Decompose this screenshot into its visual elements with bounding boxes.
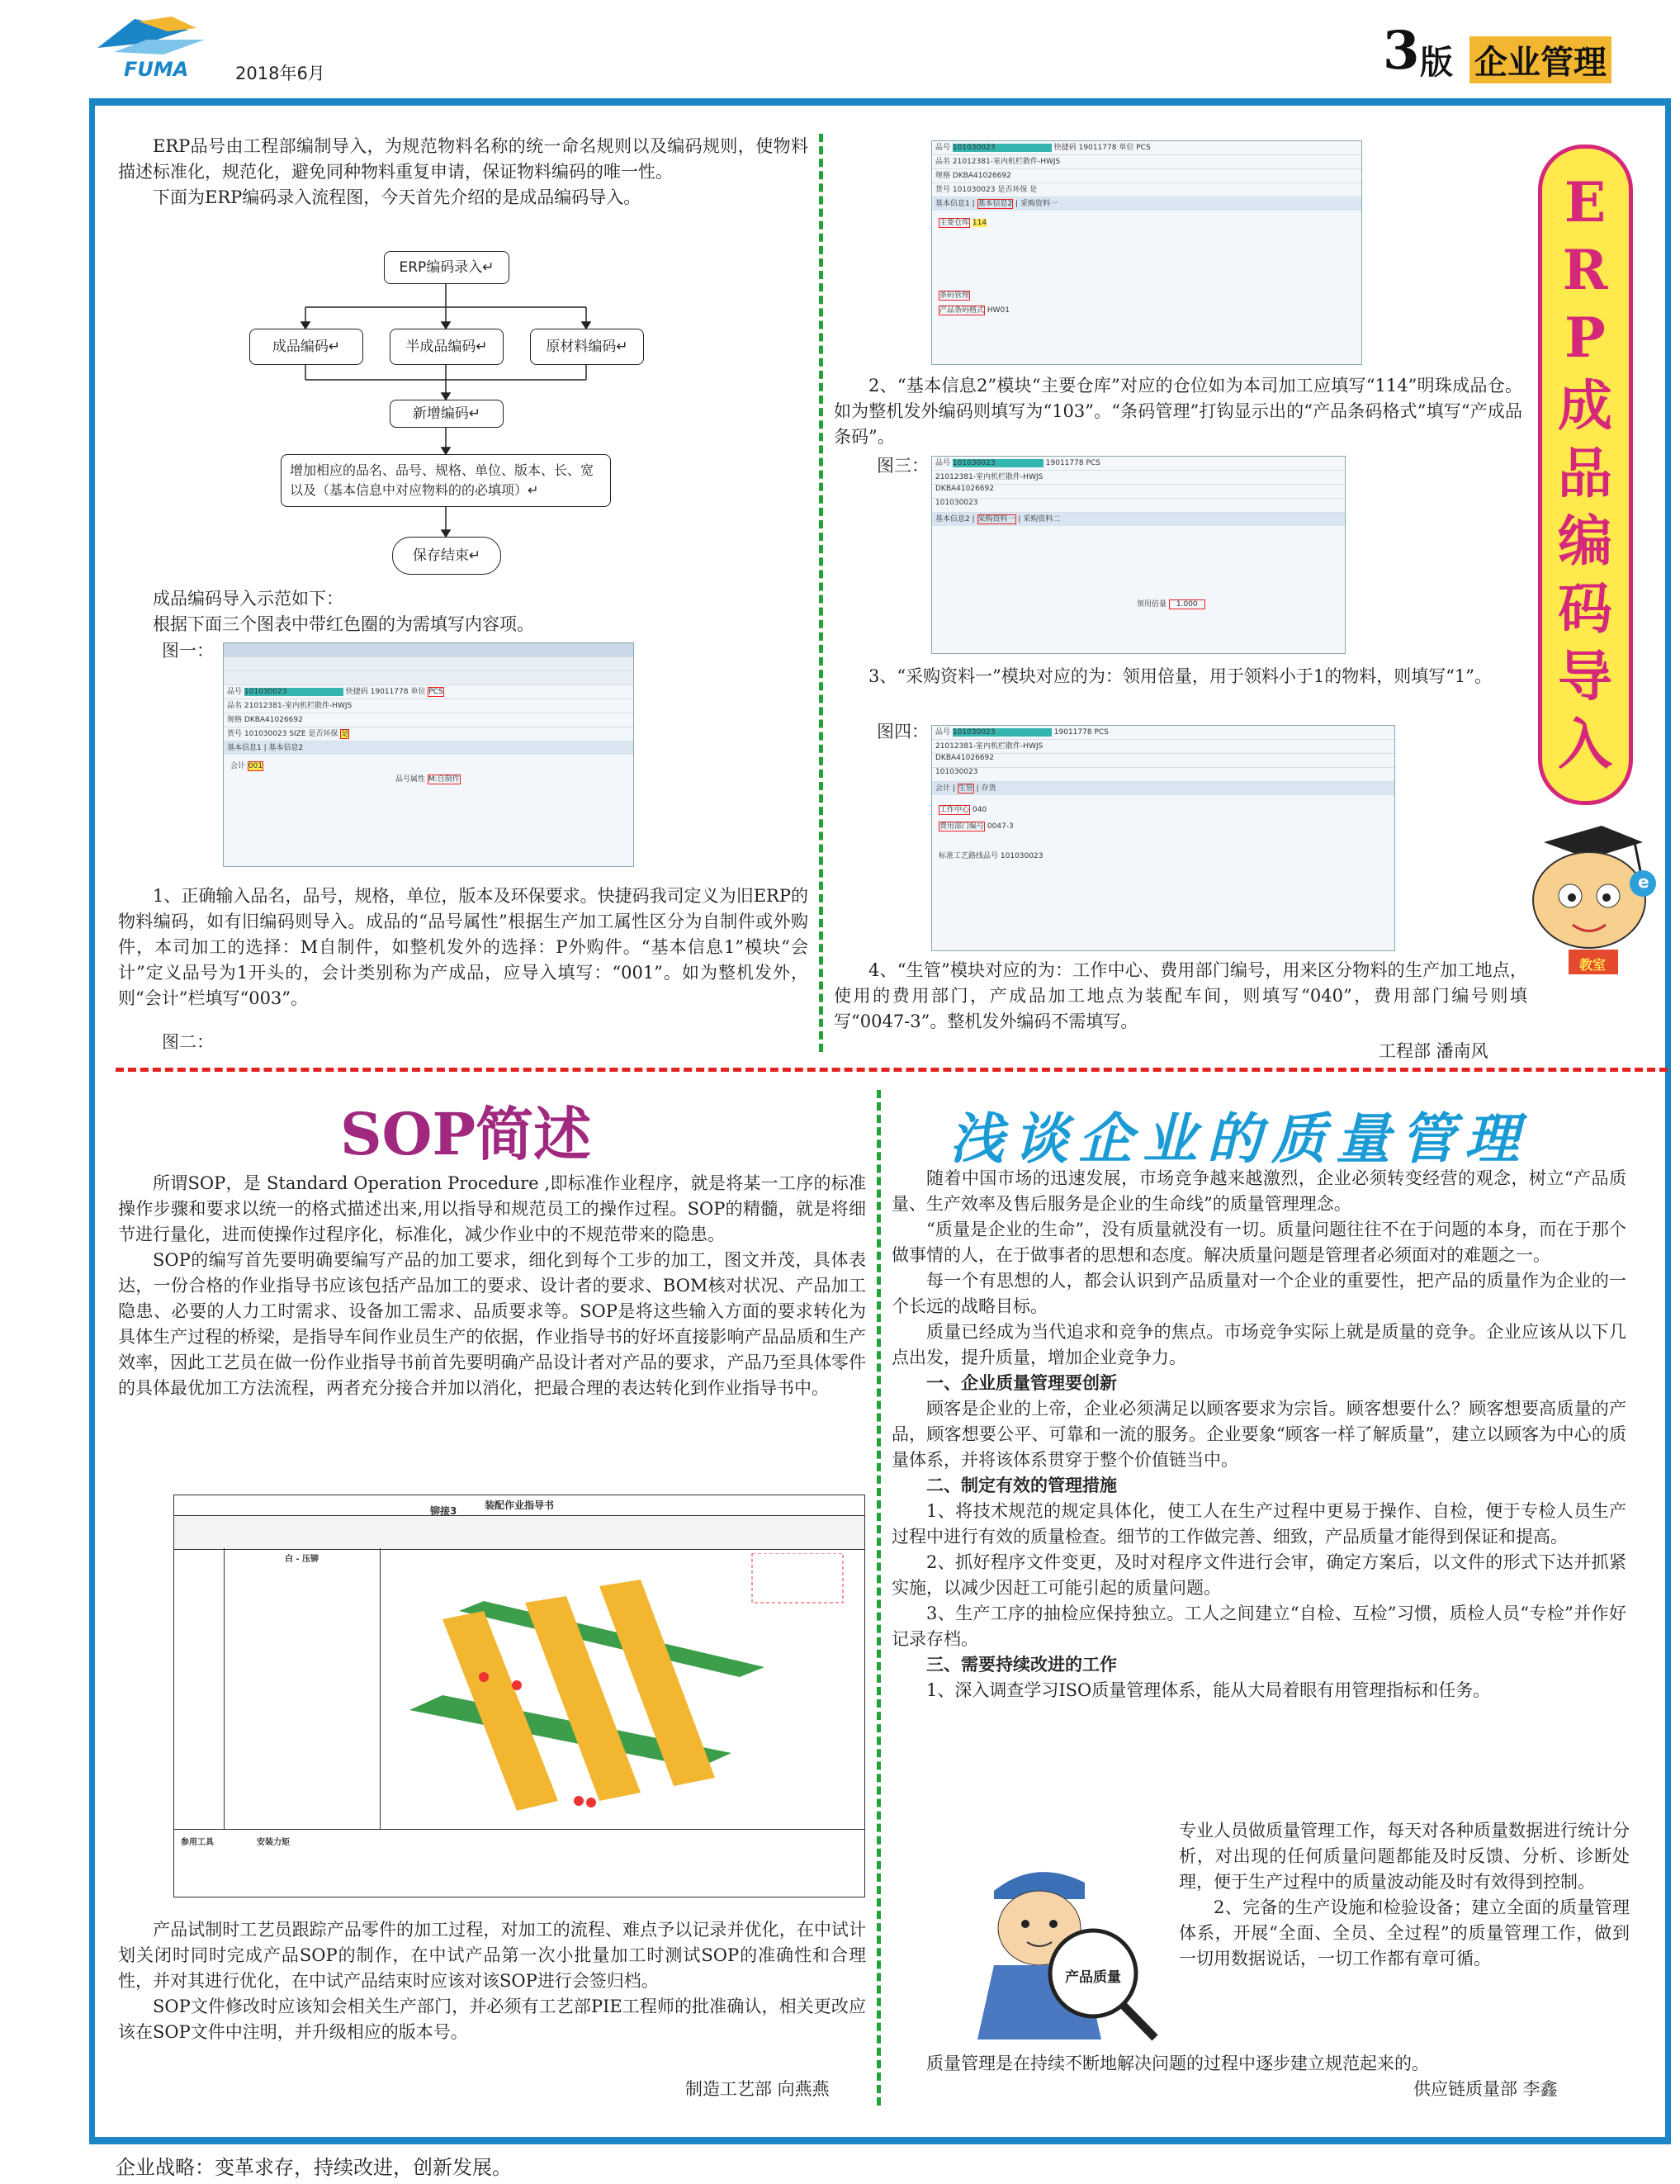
fig4-route: 101030023 xyxy=(1000,852,1043,860)
fig2-erp-screenshot xyxy=(931,140,1362,365)
fig4-row-spec xyxy=(932,754,1394,768)
sop-p2: SOP的编写首先要明确要编写产品的加工要求，细化到每个工步的加工，图文并茂，具体表达，一份合格的作业指导书应该包括产品加工的要求、设计者的要求、BOM核对状况、产品加工隐患、必要的人力工时需求、设备加工需求、品质要求等。SOP是将这些输入方面的要求转化为具体生产过程的桥梁，是指导车间作业员生产的依据，作业指导书的好坏直接影响产品品质和生产效率，因此工艺员在做一份作业指导书前首先要明确产品设计者对产品的要求，产品乃至具体零件的具体最优加工方法流程，两者充分接合并加以消化，把最合理的表达转化到作业指导书中。 xyxy=(118,1250,866,1398)
fig4-row-pn xyxy=(932,726,1394,740)
erp-p2: 2、“基本信息2”模块“主要仓库”对应的仓位如为本司加工应填写“114”明珠成品仓。如为整机发外编码则填写为“103”。“条码管理”打钩显示出的“产品条码格式”填写“产成品条码”。 xyxy=(834,376,1522,447)
quality-h1-p: 顾客是企业的上帝，企业必须满足以顾客要求为宗旨。顾客想要什么？顾客想要高质量的产品，顾客想要公平、可靠和一流的服务。企业要象“顾客一样了解质量”，建立以顾客为中心的质量体系，并将该体系贯穿于整个价值链当中。 xyxy=(892,1399,1626,1470)
sop-sheet-left-col xyxy=(174,1548,225,1829)
fig3-tabs: 基本信息2 | 采购资料一 | 采购资料二 xyxy=(932,513,1345,526)
inspector-icon xyxy=(961,1850,1167,2048)
fig1-quick-label: 快捷码 xyxy=(345,688,368,696)
fig2-unit-label: 单位 xyxy=(1119,144,1134,152)
quality-p1: 随着中国市场的迅速发展，市场竞争越来越激烈，企业必须转变经营的观念，树立“产品质量、生产效率及售后服务是企业的生命线”的质量管理理念。 xyxy=(892,1168,1626,1214)
quality-h3-p1b: 专业人员做质量管理工作，每天对各种质量数据进行统计分析，对出现的任何质量问题都能及时反馈、分析、诊断处理，便于生产过程中的质量波动能及时有效得到控制。 xyxy=(1179,1821,1630,1892)
fig4-row-pm xyxy=(932,740,1394,754)
erp-demo-title: 成品编码导入示范如下： xyxy=(153,589,343,609)
fig2-pm: 21012381-室内机栏散件-HWJS xyxy=(952,158,1061,166)
fig4-dept-label: 费用部门编号 xyxy=(939,822,985,831)
lower-column-divider xyxy=(877,1090,881,2106)
section-name: 企业管理 xyxy=(1469,36,1611,83)
quality-body xyxy=(892,1166,1626,1703)
fig1-pm: 21012381-室内机栏散件-HWJS xyxy=(244,702,353,710)
fig1-unit: PCS xyxy=(428,688,443,696)
fig3-unit: PCS xyxy=(1086,459,1100,467)
fig1-attr: M:自制件 xyxy=(428,775,460,784)
fig1-titlebar xyxy=(224,643,633,657)
sop-sheet-headers xyxy=(174,1516,864,1550)
erp-intro xyxy=(118,134,808,211)
flow-save-end: 保存结束↵ xyxy=(392,537,501,575)
fig1-accounting: 001 xyxy=(248,762,263,770)
erp-para-2 xyxy=(834,373,1522,450)
quality-badge: 产品质量 xyxy=(1065,1969,1121,1986)
quality-closing-block xyxy=(892,2051,1626,2077)
sop-part-drawing xyxy=(385,1553,855,1826)
fig2-tab-basic1: 基本信息1 xyxy=(935,200,970,208)
fig1-size-label: SIZE xyxy=(289,730,306,738)
mascot-badge: 教室 xyxy=(1579,957,1607,973)
fig3-multiple-label: 领用倍量 xyxy=(1137,600,1167,609)
fig4-quick: 19011778 xyxy=(1053,728,1092,737)
fig4-route-label: 标准工艺路线品号 xyxy=(939,852,999,860)
sop-sheet-step-title: 白 - 压铆 xyxy=(284,1555,319,1564)
fig2-row-pm xyxy=(932,155,1361,169)
fig2-tab-basic2: 基本信息2 xyxy=(977,200,1013,208)
fig1-th-label: 货号 xyxy=(227,730,243,738)
flow-finished-goods: 成品编码↵ xyxy=(249,329,363,365)
fig2-row-pn xyxy=(932,141,1361,155)
fig1-attr-label: 品号属性 xyxy=(395,775,426,784)
fig4-th: 101030023 xyxy=(935,768,978,776)
fig3-multiple-row xyxy=(1137,597,1338,612)
fig2-pm-label: 品名 xyxy=(935,158,951,166)
fig1-toolbar xyxy=(224,671,633,685)
fig2-barcode-format-row xyxy=(939,303,1355,318)
fig3-pm: 21012381-室内机栏散件-HWJS xyxy=(935,473,1043,481)
fig1-body xyxy=(224,755,633,791)
fig2-caption: 图二： xyxy=(162,1032,214,1052)
fig1-row-spec xyxy=(224,713,633,727)
erp-para-4 xyxy=(834,958,1527,1035)
quality-h2: 二、制定有效的管理措施 xyxy=(926,1476,1117,1495)
sop-body-top xyxy=(118,1171,866,1401)
fig3-row-pm xyxy=(932,471,1345,485)
fig4-tab-inventory: 存货 xyxy=(981,784,996,793)
fig3-row-spec xyxy=(932,485,1345,499)
page-label: 版 xyxy=(1420,44,1453,82)
fig3-erp-screenshot xyxy=(931,456,1346,654)
fig2-warehouse: 114 xyxy=(972,219,987,227)
erp-demo-note: 根据下面三个图表中带红色圈的为需填写内容项。 xyxy=(153,614,534,634)
fig4-dept: 0047-3 xyxy=(987,822,1014,831)
fig2-barcode-format-label: 产品条码格式 xyxy=(939,306,985,315)
sop-sheet-footer-table xyxy=(174,1829,864,1897)
flow-new-code: 新增编码↵ xyxy=(390,400,504,428)
fig2-pn: 101030023 xyxy=(953,144,1052,152)
erp-demo-intro xyxy=(118,586,808,637)
quality-p4: 质量已经成为当代追求和竞争的焦点。市场竞争实际上就是质量的竞争。企业应该从以下几点出发，提升质量，增加企业竞争力。 xyxy=(892,1322,1626,1367)
fig1-tabs: 基本信息1 | 基本信息2 xyxy=(224,741,633,755)
fig4-route-row xyxy=(939,848,1388,865)
fig3-tab-basic2: 基本信息2 xyxy=(935,515,970,523)
erp-author: 工程部 潘南风 xyxy=(1379,1041,1488,1061)
logo-text: FUMA xyxy=(124,58,189,81)
flow-start: ERP编码录入↵ xyxy=(384,251,509,284)
quality-h3-p1: 1、深入调查学习ISO质量管理体系，能从大局着眼有用管理指标和任务。 xyxy=(926,1680,1491,1700)
fig1-row-pn xyxy=(224,685,633,699)
header-rule xyxy=(89,98,1671,106)
fig4-workcenter-label: 工作中心 xyxy=(939,806,970,814)
fig2-warehouse-label: 主要仓库 xyxy=(939,219,970,227)
quality-title: 浅谈企业的质量管理 xyxy=(949,1106,1529,1171)
sop-p3: 产品试制时工艺员跟踪产品零件的加工过程，对加工的流程、难点予以记录并优化，在中试计划关闭时同时完成产品SOP的制作，在中试产品第一次小批量加工时测试SOP的准确性和合理性，并对其进行优化，在中试产品结束时应该对该SOP进行会签归档。 xyxy=(118,1920,866,1991)
fig1-env-label: 是否环保 xyxy=(308,730,338,738)
fig2-row-spec xyxy=(932,169,1361,183)
erp-intro-p1: ERP品号由工程部编制导入，为规范物料名称的统一命名规则以及编码规则，使物料描述标准化，规范化，避免同种物料重复申请，保证物料编码的唯一性。 xyxy=(118,136,808,182)
quality-h3-p2: 2、完备的生产设施和检验设备；建立全面的质量管理体系，开展“全面、全员、全过程”的质量管理工作，做到一切用数据说话，一切工作都有章可循。 xyxy=(1179,1897,1630,1968)
fig1-accounting-label: 会计 xyxy=(230,762,246,770)
erp-side-title: ERP成品编码导入 xyxy=(1558,170,1612,776)
fig1-erp-screenshot xyxy=(223,642,634,867)
quality-wrap-text xyxy=(1179,1818,1630,1972)
fig1-quick: 19011778 xyxy=(370,688,409,696)
erp-flowchart xyxy=(239,248,652,578)
sop-sheet-title: 装配作业指导书 xyxy=(174,1495,864,1516)
fig1-pn: 101030023 xyxy=(244,688,343,696)
fig4-caption: 图四： xyxy=(877,722,929,741)
fig2-unit: PCS xyxy=(1136,144,1151,152)
fig2-barcode-format: HW01 xyxy=(987,306,1010,315)
quality-closing: 质量管理是在持续不断地解决问题的过程中逐步建立规范起来的。 xyxy=(926,2054,1429,2073)
fig3-body xyxy=(932,526,1345,618)
fig2-barcode-row xyxy=(939,288,1355,303)
fig1-tab-basic2: 基本信息2 xyxy=(268,744,304,752)
fig1-spec-label: 规格 xyxy=(227,716,243,724)
fig4-tab-accounting: 会计 xyxy=(935,784,951,793)
fig4-pn-label: 品号 xyxy=(935,728,951,737)
fig2-quick: 19011778 xyxy=(1078,144,1117,152)
fig2-quick-label: 快捷码 xyxy=(1053,144,1077,152)
fig1-menubar xyxy=(224,657,633,671)
fig4-tabs: 会计 | 生管 | 存货 xyxy=(932,782,1394,795)
fig3-row-th xyxy=(932,499,1345,513)
fig4-workcenter: 040 xyxy=(972,806,987,814)
fuma-logo-icon xyxy=(89,15,221,64)
fig3-tab-purchase2: 采购资料二 xyxy=(1023,515,1061,523)
fig3-multiple: 1.000 xyxy=(1169,599,1205,609)
fig4-dept-row xyxy=(939,818,1388,835)
quality-inspector-illustration xyxy=(961,1850,1167,2048)
fig2-env: 是 xyxy=(1029,186,1038,194)
fig1-pn-label: 品号 xyxy=(227,688,243,696)
flow-fill-fields: 增加相应的品名、品号、规格、单位、版本、长、宽以及（基本信息中对应物料的的必填项）↵ xyxy=(281,454,611,507)
erp-p1: 1、正确输入品名，品号，规格，单位，版本及环保要求。快捷码我司定义为旧ERP的物料编码，如有旧编码则导入。成品的“品号属性”根据生产加工属性区分为自制件或外购件，本司加工的选择：M自制件，如整机发外的选择：P外购件。“基本信息1”模块“会计”定义品号为1开头的，会计类别称为产成品，应导入填写：“001”。如为整机发外，则“会计”栏填写“003”。 xyxy=(118,886,808,1008)
sop-p1: 所谓SOP，是 Standard Operation Procedure ,即标准作业程序，就是将某一工序的标准操作步骤和要求以统一的格式描述出来,用以指导和规范员工的操作过程。SOP的精髓，就是将细节进行量化，进而使操作过程序化，标准化，减少作业中的不规范带来的隐患。 xyxy=(118,1173,866,1244)
sop-p4: SOP文件修改时应该知会相关生产部门，并必须有工艺部PIE工程师的批准确认，相关更改应该在SOP文件中注明，并升级相应的版本号。 xyxy=(118,1997,866,2042)
fig3-pn: 101030023 xyxy=(953,459,1043,467)
fig2-row-th xyxy=(932,183,1361,197)
fig1-row-pm xyxy=(224,699,633,713)
fig2-spec: DKBA41026692 xyxy=(952,172,1011,180)
fig2-spec-label: 规格 xyxy=(935,172,951,180)
sop-sheet-box-label: 铆接3 xyxy=(430,1505,457,1517)
quality-h2-p1: 1、将技术规范的规定具体化，使工人在生产过程中更易于操作、自检，便于专检人员生产过程中进行有效的质量检查。细节的工作做完善、细致，产品质量才能得到保证和提高。 xyxy=(892,1501,1626,1547)
fig2-tabs: 基本信息1 | 基本信息2 | 采购资料一 xyxy=(932,197,1361,211)
page-number: 3 xyxy=(1383,20,1420,82)
quality-h2-p2: 2、抓好程序文件变更，及时对程序文件进行会审，确定方案后，以文件的形式下达并抓紧实施，以减少因赶工可能引起的质量问题。 xyxy=(892,1552,1626,1598)
fig3-caption: 图三： xyxy=(877,456,929,476)
fig1-row-th xyxy=(224,727,633,741)
fig2-barcode-checkbox: 条码管理 xyxy=(939,291,970,300)
sop-sheet-tool-label: 参用工具 xyxy=(181,1838,214,1847)
sop-sheet-torque-label: 安装力矩 xyxy=(257,1838,290,1847)
fig2-env-label: 是否环保 xyxy=(997,186,1028,194)
sop-sheet-image xyxy=(173,1495,865,1897)
erp-p4: 4、“生管”模块对应的为：工作中心、费用部门编号，用来区分物料的生产加工地点，使用的费用部门，产成品加工地点为装配车间，则填写“040”，费用部门编号则填写“0047-3”。整机发外编码不需填写。 xyxy=(834,960,1527,1031)
fig2-th-label: 货号 xyxy=(935,186,951,194)
fig1-spec: DKBA41026692 xyxy=(244,716,303,724)
fig4-workcenter-row xyxy=(939,802,1388,818)
flow-raw-material: 原材料编码↵ xyxy=(530,329,644,365)
sop-body-bottom xyxy=(118,1917,866,2045)
quality-h2-p3: 3、生产工序的抽检应保持独立。工人之间建立“自检、互检”习惯，质检人员“专检”并作好记录存档。 xyxy=(892,1604,1626,1649)
fig3-th: 101030023 xyxy=(935,499,978,507)
erp-side-title-box xyxy=(1538,144,1633,805)
column-divider xyxy=(819,134,823,1052)
mascot-illustration xyxy=(1511,817,1659,983)
quality-p2: “质量是企业的生命”，没有质量就没有一切。质量问题往往不在于问题的本身，而在于那个做事情的人，在于做事者的思想和态度。解决质量问题是管理者必须面对的难题之一。 xyxy=(892,1220,1626,1265)
fig2-th: 101030023 xyxy=(952,186,996,194)
quality-author: 供应链质量部 李鑫 xyxy=(1413,2079,1558,2099)
fig1-tab-basic1: 基本信息1 xyxy=(227,744,262,752)
flow-semi-finished: 半成品编码↵ xyxy=(390,329,504,365)
fig1-caption: 图一： xyxy=(162,641,214,661)
quality-h3: 三、需要持续改进的工作 xyxy=(926,1655,1117,1675)
quality-p3: 每一个有思想的人，都会认识到产品质量对一个企业的重要性，把产品的质量作为企业的一个长远的战略目标。 xyxy=(892,1271,1626,1316)
fig4-body xyxy=(932,795,1394,871)
erp-para-3 xyxy=(834,664,1522,689)
page-header xyxy=(0,0,1680,107)
erp-intro-p2: 下面为ERP编码录入流程图，今天首先介绍的是成品编码导入。 xyxy=(153,187,641,207)
fig3-row-pn xyxy=(932,457,1345,471)
footer-rule xyxy=(89,2137,1671,2144)
footer-slogan: 企业战略：变革求存，持续改进，创新发展。 xyxy=(116,2156,512,2179)
fig2-body xyxy=(932,211,1361,323)
fig2-warehouse-row xyxy=(939,216,1355,230)
fig1-accounting-row xyxy=(230,760,627,773)
fig4-tab-production: 生管 xyxy=(958,784,973,793)
fig3-quick: 19011778 xyxy=(1045,459,1084,467)
fig1-pm-label: 品名 xyxy=(227,702,243,710)
fig4-pm: 21012381-室内机栏散件-HWJS xyxy=(935,742,1043,751)
sop-sheet-steps xyxy=(224,1548,381,1829)
quality-h1: 一、企业质量管理要创新 xyxy=(926,1373,1117,1393)
fig4-spec: DKBA41026692 xyxy=(935,754,994,762)
mascot-e-badge: e xyxy=(1638,872,1649,892)
fig3-tab-purchase1: 采购资料一 xyxy=(977,515,1015,523)
fig1-th: 101030023 xyxy=(244,730,287,738)
fig3-pn-label: 品号 xyxy=(935,459,951,467)
section-divider xyxy=(116,1068,1668,1072)
fig4-row-th xyxy=(932,768,1394,782)
fig4-erp-screenshot xyxy=(931,725,1395,951)
fig1-env: 是 xyxy=(341,730,349,738)
fig2-tab-purchase1: 采购资料一 xyxy=(1020,200,1058,208)
fig4-pn: 101030023 xyxy=(953,728,1052,737)
fig1-attr-row xyxy=(395,773,627,786)
issue-date: 2018年6月 xyxy=(235,64,325,83)
fig1-unit-label: 单位 xyxy=(410,688,426,696)
erp-p3: 3、“采购资料一”模块对应的为：领用倍量，用于领料小于1的物料，则填写“1”。 xyxy=(868,666,1493,686)
fig3-spec: DKBA41026692 xyxy=(935,485,994,493)
sop-title: SOP简述 xyxy=(340,1100,592,1168)
sop-author: 制造工艺部 向燕燕 xyxy=(685,2079,830,2099)
erp-para-1 xyxy=(118,884,808,1011)
fig2-pn-label: 品号 xyxy=(935,144,951,152)
fig4-unit: PCS xyxy=(1094,728,1109,737)
